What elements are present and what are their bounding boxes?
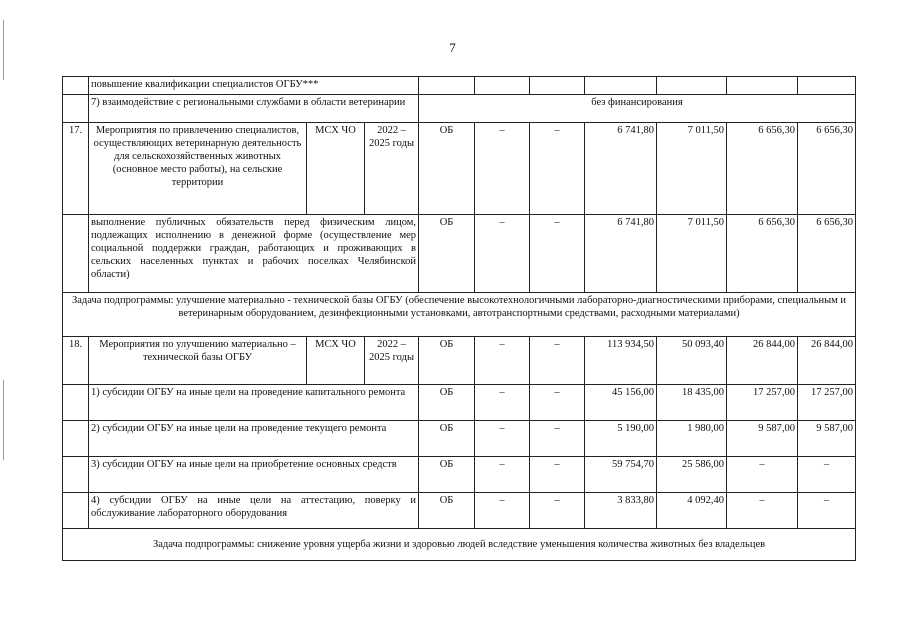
funding-source: ОБ (419, 123, 475, 215)
value-cell: – (727, 493, 798, 529)
value-cell: 6 656,30 (798, 123, 856, 215)
value-cell: – (530, 385, 585, 421)
value-cell: – (475, 123, 530, 215)
table-row (63, 215, 856, 293)
value-cell (585, 77, 657, 95)
activity-name: Мероприятия по улучшению материально – технической базы ОГБУ (89, 337, 307, 385)
value-cell: – (475, 457, 530, 493)
value-cell: 17 257,00 (727, 385, 798, 421)
row-number: 17. (63, 123, 89, 215)
page-number: 7 (449, 40, 456, 55)
value-cell: – (530, 457, 585, 493)
funding-source: ОБ (419, 421, 475, 457)
funding-source: ОБ (419, 385, 475, 421)
table-row (63, 493, 856, 529)
value-cell: – (798, 457, 856, 493)
value-cell: 6 741,80 (585, 123, 657, 215)
value-cell: 18 435,00 (657, 385, 727, 421)
row-label: 7) взаимодействие с региональными службами в области ветеринарии (89, 95, 419, 123)
row-label: повышение квалификации специалистов ОГБУ*** (89, 77, 419, 95)
number-cell (63, 215, 89, 293)
value-cell (530, 77, 585, 95)
value-cell: – (475, 421, 530, 457)
value-cell: 6 741,80 (585, 215, 657, 293)
value-cell: 17 257,00 (798, 385, 856, 421)
number-cell (63, 421, 89, 457)
executor: МСХ ЧО (307, 337, 365, 385)
table-row (63, 457, 856, 493)
value-cell: – (530, 123, 585, 215)
value-cell: 5 190,00 (585, 421, 657, 457)
value-cell: – (530, 215, 585, 293)
row-label: 2) субсидии ОГБУ на иные цели на проведение текущего ремонта (89, 421, 419, 457)
period: 2022 – 2025 годы (365, 123, 419, 215)
table-row (63, 293, 856, 337)
funding-source: ОБ (419, 215, 475, 293)
value-cell: 6 656,30 (798, 215, 856, 293)
value-cell: – (475, 493, 530, 529)
value-cell: 25 586,00 (657, 457, 727, 493)
value-cell: 4 092,40 (657, 493, 727, 529)
program-table (62, 76, 856, 561)
number-cell (63, 77, 89, 95)
value-cell: 3 833,80 (585, 493, 657, 529)
row-label: 4) субсидии ОГБУ на иные цели на аттестацию, поверку и обслуживание лабораторного оборудования (89, 493, 419, 529)
number-cell (63, 95, 89, 123)
table-row (63, 421, 856, 457)
number-cell (63, 493, 89, 529)
table-row (63, 95, 856, 123)
value-cell: 9 587,00 (798, 421, 856, 457)
value-cell: 59 754,70 (585, 457, 657, 493)
number-cell (63, 385, 89, 421)
value-cell (727, 77, 798, 95)
value-cell: 7 011,50 (657, 123, 727, 215)
value-cell: 6 656,30 (727, 123, 798, 215)
executor: МСХ ЧО (307, 123, 365, 215)
scan-edge-mark (3, 380, 4, 460)
activity-name: Мероприятия по привлечению специалистов, осуществляющих ветеринарную деятельность для сельскохозяйственных животных (основное место работы), на сельские территории (89, 123, 307, 215)
value-cell: 9 587,00 (727, 421, 798, 457)
row-label: выполнение публичных обязательств перед физическим лицом, подлежащих исполнению в денежной форме (осуществление мер социальной поддержки граждан, работающих и проживающих в сельских населенных пунктах и рабочих поселках Челябинской области) (89, 215, 419, 293)
value-cell: 7 011,50 (657, 215, 727, 293)
row-label: 3) субсидии ОГБУ на иные цели на приобретение основных средств (89, 457, 419, 493)
funding-source: ОБ (419, 457, 475, 493)
value-cell: – (475, 385, 530, 421)
value-cell: – (530, 421, 585, 457)
value-cell: – (530, 493, 585, 529)
row-label: 1) субсидии ОГБУ на иные цели на проведение капитального ремонта (89, 385, 419, 421)
value-cell (475, 77, 530, 95)
value-cell: – (727, 457, 798, 493)
value-cell: – (475, 337, 530, 385)
task-heading: Задача подпрограммы: улучшение материально - технической базы ОГБУ (обеспечение высокотехнологичными лабораторно-диагностическими приборами, специальным и ветеринарным оборудованием, дезинфекционными установками, автотранспортными средствами, расходными материалами) (63, 293, 856, 337)
value-cell: 26 844,00 (798, 337, 856, 385)
row-number: 18. (63, 337, 89, 385)
table-row (63, 77, 856, 95)
funding-note: без финансирования (419, 95, 856, 123)
value-cell: 45 156,00 (585, 385, 657, 421)
value-cell: 6 656,30 (727, 215, 798, 293)
table-row (63, 529, 856, 561)
value-cell: 113 934,50 (585, 337, 657, 385)
funding-source: ОБ (419, 493, 475, 529)
value-cell: 26 844,00 (727, 337, 798, 385)
value-cell: 1 980,00 (657, 421, 727, 457)
period: 2022 – 2025 годы (365, 337, 419, 385)
table-row (63, 337, 856, 385)
number-cell (63, 457, 89, 493)
task-heading: Задача подпрограммы: снижение уровня ущерба жизни и здоровью людей вследствие уменьшения количества животных без владельцев (63, 529, 856, 561)
value-cell (657, 77, 727, 95)
table-row (63, 123, 856, 215)
value-cell (798, 77, 856, 95)
value-cell: 50 093,40 (657, 337, 727, 385)
value-cell: – (475, 215, 530, 293)
table-row (63, 385, 856, 421)
value-cell: – (798, 493, 856, 529)
source-cell (419, 77, 475, 95)
funding-source: ОБ (419, 337, 475, 385)
value-cell: – (530, 337, 585, 385)
